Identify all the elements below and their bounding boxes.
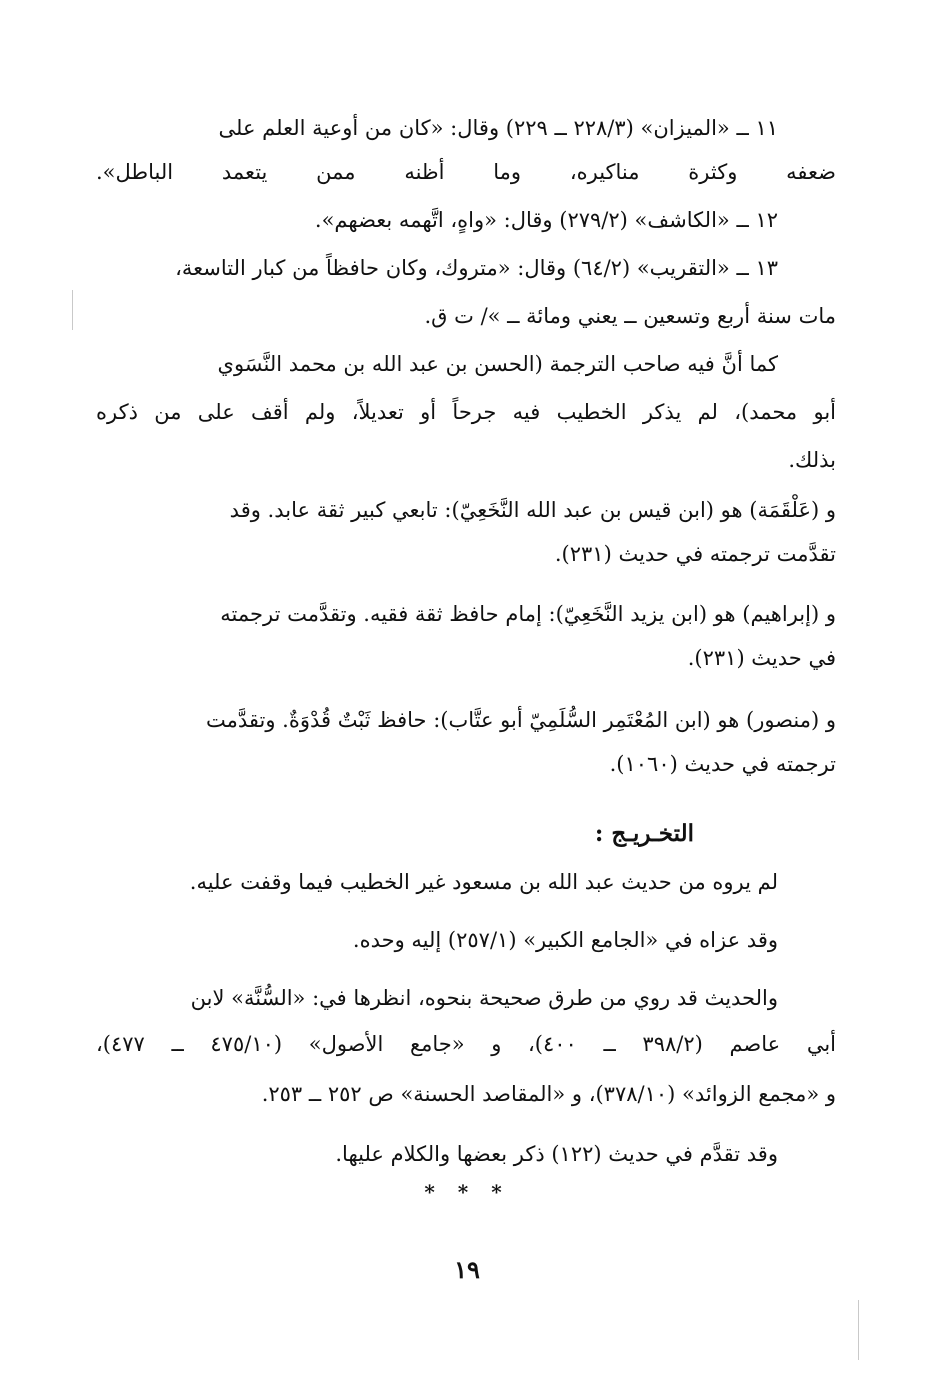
- takhrij-line-1: لم يروه من حديث عبد الله بن مسعود غير الخطيب فيما وقفت عليه.: [189, 870, 778, 894]
- narrator-paragraph-line-3: بذلك.: [788, 448, 836, 472]
- mansur-paragraph-line-1: و (منصور) هو (ابن المُعْتَمِر السُّلَمِيّ أبو عتَّاب): حافظ ثَبْتٌ قُدْوَةٌ. وتقدَّمت: [205, 708, 836, 732]
- scan-margin-mark: [72, 290, 73, 330]
- section-separator: * * *: [424, 1180, 510, 1204]
- footnote-12: ١٢ ــ «الكاشف» (٢٧٩/٢) وقال: «واهٍ، اتَّهمه بعضهم».: [314, 208, 778, 232]
- footnote-11-line-2: ضعفه وكثرة مناكيره، وما أظنه ممن يتعمد الباطل».: [96, 160, 836, 184]
- alqama-paragraph-line-1: و (عَلْقَمَة) هو (ابن قيس بن عبد الله النَّخَعِيّ): تابعي كبير ثقة عابد. وقد: [229, 498, 836, 522]
- footnote-11-line-1: ١١ ــ «الميزان» (٢٢٨/٣ ــ ٢٢٩) وقال: «كان من أوعية العلم على: [218, 116, 778, 140]
- closing-line: وقد تقدَّم في حديث (١٢٢) ذكر بعضها والكلام عليها.: [335, 1142, 778, 1166]
- takhrij-heading: التخـريـج :: [594, 820, 694, 847]
- hadith-paragraph-line-2: أبي عاصم (٣٩٨/٢ ــ ٤٠٠)، و «جامع الأصول» (٤٧٥/١٠ ــ ٤٧٧)،: [96, 1032, 837, 1056]
- hadith-paragraph-line-3: و «مجمع الزوائد» (٣٧٨/١٠)، و «المقاصد الحسنة» ص ٢٥٢ ــ ٢٥٣.: [261, 1082, 836, 1106]
- footnote-13-line-1: ١٣ ــ «التقريب» (٦٤/٢) وقال: «متروك، وكان حافظاً من كبار التاسعة،: [175, 256, 778, 280]
- ibrahim-paragraph-line-1: و (إبراهيم) هو (ابن يزيد النَّخَعِيّ): إمام حافظ ثقة فقيه. وتقدَّمت ترجمته: [220, 602, 836, 626]
- mansur-paragraph-line-2: ترجمته في حديث (١٠٦٠).: [609, 752, 836, 776]
- scan-margin-mark: [858, 1300, 859, 1360]
- narrator-paragraph-line-2: أبو محمد)، لم يذكر الخطيب فيه جرحاً أو تعديلاً، ولم أقف على من ذكره: [96, 400, 836, 424]
- narrator-paragraph-line-1: كما أنَّ فيه صاحب الترجمة (الحسن بن عبد الله بن محمد النَّسَوي: [217, 352, 778, 376]
- takhrij-line-2: وقد عزاه في «الجامع الكبير» (٢٥٧/١) إليه وحده.: [352, 928, 778, 952]
- hadith-paragraph-line-1: والحديث قد روي من طرق صحيحة بنحوه، انظرها في: «السُّنَّة» لابن: [190, 986, 778, 1010]
- alqama-paragraph-line-2: تقدَّمت ترجمته في حديث (٢٣١).: [554, 542, 836, 566]
- footnote-13-line-2: مات سنة أربع وتسعين ــ يعني ومائة ــ »/ ت ق.: [424, 304, 836, 328]
- page-number: ١٩: [454, 1255, 480, 1284]
- ibrahim-paragraph-line-2: في حديث (٢٣١).: [687, 646, 836, 670]
